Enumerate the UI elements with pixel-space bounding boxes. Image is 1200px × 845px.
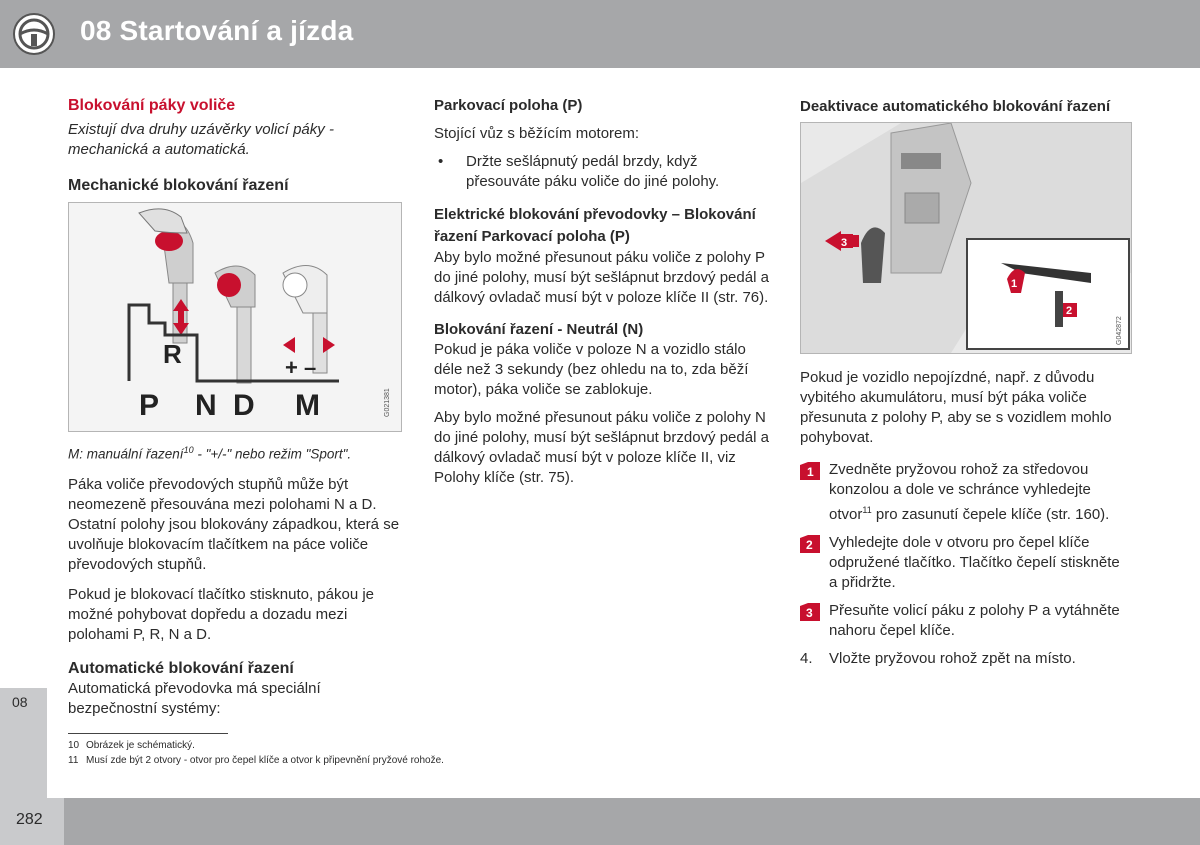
deactivation-heading: Deaktivace automatického blokování řazení [800,98,1111,115]
footnote-10: 10 Obrázek je schématický. [68,740,195,751]
footnote-rule [68,733,228,734]
step-1-text: Zvedněte pryžovou rohož za středovou konzolou a dole ve schránce vyhledejte otvor$^{11}$ pro zasunutí čepele klíče (str. 160). [829,461,1110,523]
elec-text: Aby bylo možné přesunout páku voliče z polohy P do jiné polohy, musí být sešlápnut brzdový pedál a dálkový ovladač musí být v poloze klíče II (str. 76). [434,249,769,306]
step-4 [800,649,1130,669]
steering-wheel-icon [12,12,56,56]
step-4-number: 4. [800,650,813,667]
console-figure-code: G042872 [1116,316,1123,345]
park-heading: Parkovací poloha (P) [434,97,583,114]
step-4-text: Vložte pryžovou rohož zpět na místo. [829,650,1076,667]
gear-m: M [295,389,320,422]
step-3-badge-icon [800,603,820,621]
neutral-heading: Blokování řazení - Neutrál (N) [434,321,644,338]
page-footer [0,798,1200,845]
neutral-text-2: Aby bylo možné přesunout páku voliče z polohy N do jiné polohy, musí být sešlápnut brzdový pedál a dálkový ovladač musí být v poloze klíče II, viz Polohy klíče (str. 75). [434,409,769,486]
gear-d: D [233,389,255,422]
mech-paragraph-1: Páka voliče převodových stupňů může být neomezeně přesouvána mezi polohami N a D. Ostatní polohy jsou blokovány západkou, která se uvolňuje blokovacím tlačítkem na páce voliče převodových stupňů. [68,475,400,573]
console-illustration [801,123,1131,353]
gear-lock-figure [68,202,402,432]
column-middle [434,96,774,488]
svg-text:1: 1 [807,465,814,479]
deactivation-intro: Pokud je vozidlo nepojízdné, např. z důvodu vybitého akumulátoru, musí být páka voliče přesunuta z polohy P, aby se s vozidlem mohlo pohybovat. [800,369,1112,446]
page-number-box [0,798,64,845]
column-left [68,96,404,719]
page-header [0,0,1200,68]
bullet-dot: • [438,153,444,170]
auto-heading: Automatické blokování řazení [68,659,294,677]
auto-text: Automatická převodovka má speciální bezpečnostní systémy: [68,679,321,717]
gear-r-label: R [163,339,182,369]
section-title: Blokování páky voliče [68,97,236,114]
svg-text:2: 2 [806,538,813,552]
figure-label-3: 3 [841,237,848,249]
step-1-badge-icon [800,462,820,480]
column-right [800,96,1130,677]
gear-p: P [139,389,160,422]
neutral-text: Pokud je páka voliče v poloze N a vozidlo stálo déle než 3 sekundy (bez ohledu na to, zda běží motor), páka voliče se zablokuje. [434,341,749,398]
elec-heading: Elektrické blokování převodovky – Blokování řazení Parkovací poloha (P) [434,206,756,245]
chapter-tab-label: 08 [12,694,28,710]
footnote-11: 11 Musí zde být 2 otvory - otvor pro čepel klíče a otvor k připevnění pryžové rohože. [68,755,444,766]
figure-label-2: 2 [1066,305,1073,317]
park-bullet-text: Držte sešlápnutý pedál brzdy, když přesouváte páku voliče do jiné polohy. [466,153,720,190]
step-2 [800,533,1130,593]
park-text: Stojící vůz s běžícím motorem: [434,125,640,142]
step-3-text: Přesuňte volicí páku z polohy P a vytáhněte nahoru čepel klíče. [829,602,1120,639]
gear-diagram [69,203,401,431]
console-figure [800,122,1132,354]
figure-label-1: 1 [1011,278,1018,290]
page-title: 08 Startování a jízda [80,15,354,46]
mech-paragraph-2: Pokud je blokovací tlačítko stisknuto, pákou je možné pohybovat dopředu a dozadu mezi polohami P, R, N a D. [68,585,375,643]
mech-heading: Mechanické blokování řazení [68,177,289,194]
step-2-badge-icon [800,535,820,553]
step-3 [800,601,1130,641]
page-number: 282 [16,811,43,828]
step-1 [800,460,1130,525]
step-2-text: Vyhledejte dole v otvoru pro čepel klíče odpružené tlačítko. Tlačítko čepelí stiskněte a přidržte. [829,534,1120,591]
footnotes [68,733,768,768]
figure-caption: M: manuální řazení$^{10}$ - "+/-" nebo režim "Sport". [68,445,352,462]
park-bullet [434,152,774,192]
plus-minus-label: + – [285,355,317,380]
figure-code: G021381 [384,388,391,417]
intro-text: Existují dva druhy uzávěrky volicí páky - mechanická a automatická. [68,121,334,158]
chapter-tab [0,688,47,798]
svg-text:3: 3 [806,606,813,620]
gear-n: N [195,389,217,422]
